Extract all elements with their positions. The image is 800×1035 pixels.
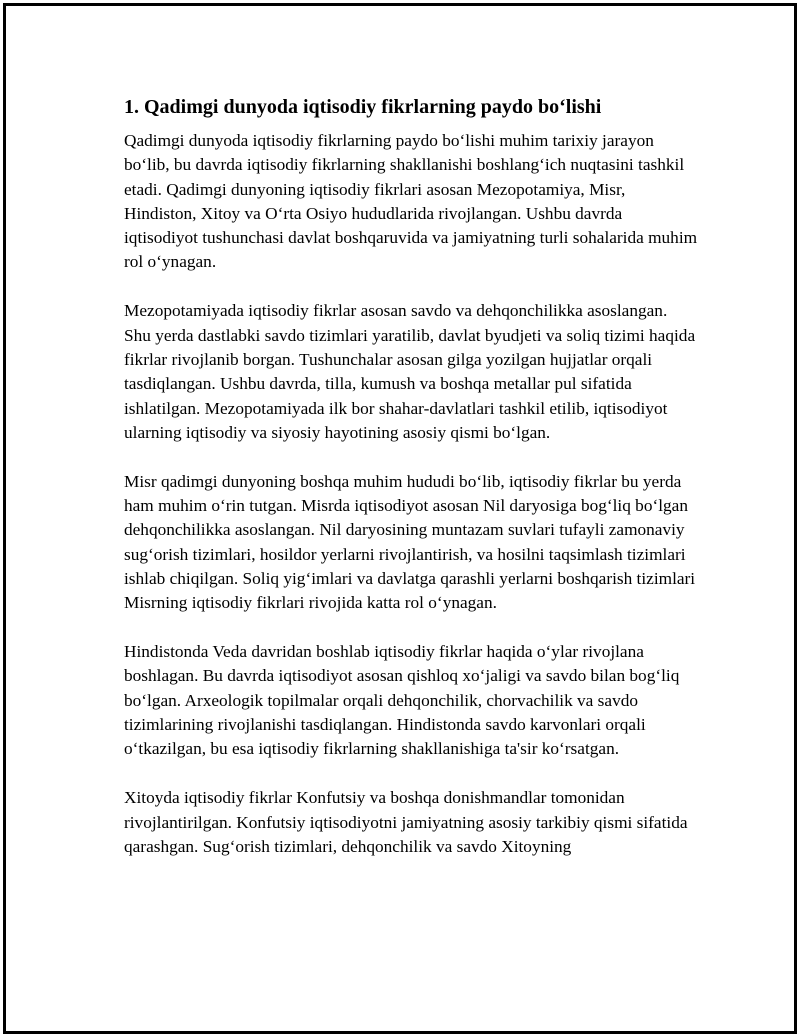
paragraph-intro: Qadimgi dunyoda iqtisodiy fikrlarning paydo bo‘lishi muhim tarixiy jarayon bo‘lib, bu davrda iqtisodiy fikrlarning shakllanishi boshlang‘ich nuqtasini tashkil etadi. Qadimgi dunyoning iqtisodiy fikrlari asosan Mezopotamiya, Misr, Hindiston, Xitoy va O‘rta Osiyo hududlarida rivojlangan. Ushbu davrda iqtisodiyot tushunchasi davlat boshqaruvida va jamiyatning turli sohalarida muhim rol o‘ynagan.: [124, 131, 698, 272]
document-body: [124, 94, 698, 859]
paragraph-india: Hindistonda Veda davridan boshlab iqtisodiy fikrlar haqida o‘ylar rivojlana boshlagan. Bu davrda iqtisodiyot asosan qishloq xo‘jaligi va savdo bilan bog‘liq bo‘lgan. Arxeologik topilmalar orqali dehqonchilik, chorvachilik va savdo tizimlarining rivojlanishi tasdiqlangan. Hindistonda savdo karvonlari orqali o‘tkazilgan, bu esa iqtisodiy fikrlarning shakllanishiga ta'sir ko‘rsatgan.: [124, 642, 680, 759]
document-title: 1. Qadimgi dunyoda iqtisodiy fikrlarning paydo bo‘lishi: [124, 96, 602, 118]
paragraph-mesopotamia: Mezopotamiyada iqtisodiy fikrlar asosan savdo va dehqonchilikka asoslangan. Shu yerda dastlabki savdo tizimlari yaratilib, davlat byudjeti va soliq tizimi haqida fikrlar rivojlanib borgan. Tushunchalar asosan gilga yozilgan hujjatlar orqali tasdiqlangan. Ushbu davrda, tilla, kumush va boshqa metallar pul sifatida ishlatilgan. Mezopotamiyada ilk bor shahar-davlatlari tashkil etilib, iqtisodiyot ularning iqtisodiy va siyosiy hayotining asosiy qismi bo‘lgan.: [124, 301, 696, 442]
paragraph-egypt: Misr qadimgi dunyoning boshqa muhim hududi bo‘lib, iqtisodiy fikrlar bu yerda ham muhim o‘rin tutgan. Misrda iqtisodiyot asosan Nil daryosiga bog‘liq bo‘lgan dehqonchilikka asoslangan. Nil daryosining muntazam suvlari tufayli zamonaviy sug‘orish tizimlari, hosildor yerlarni rivojlantirish, va hosilni taqsimlash tizimlari ishlab chiqilgan. Soliq yig‘imlari va davlatga qarashli yerlarni boshqarish tizimlari Misrning iqtisodiy fikrlari rivojida katta rol o‘ynagan.: [124, 471, 696, 613]
page-frame: [3, 3, 797, 1034]
paragraph-china: Xitoyda iqtisodiy fikrlar Konfutsiy va boshqa donishmandlar tomonidan rivojlantirilgan. Konfutsiy iqtisodiyotni jamiyatning asosiy tarkibiy qismi sifatida qarashgan. Sug‘orish tizimlari, dehqonchilik va savdo Xitoyning: [124, 788, 688, 856]
